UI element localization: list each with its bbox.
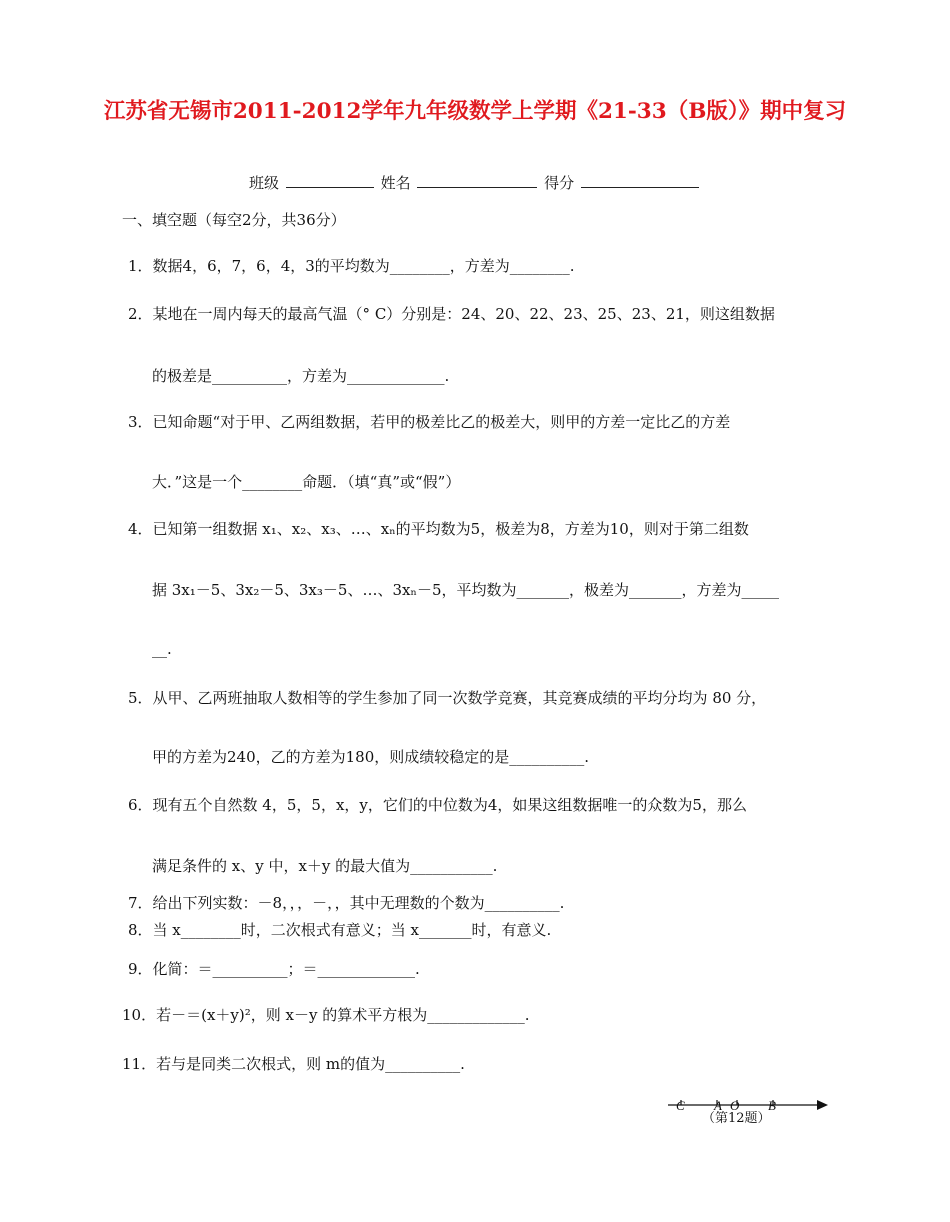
axis-arrow-icon — [817, 1100, 828, 1110]
point-label-a: A — [714, 1098, 722, 1113]
question-5-line-2: 甲的方差为240，乙的方差为180，则成绩较稳定的是__________. — [152, 748, 590, 766]
number-line-figure — [660, 1094, 840, 1144]
question-4-line-3: __. — [152, 640, 172, 658]
question-3-line-1: 3．已知命题“对于甲、乙两组数据，若甲的极差比乙的极差大，则甲的方差一定比乙的方差 — [128, 413, 731, 431]
point-label-b: B — [768, 1098, 776, 1113]
student-info-line — [0, 172, 950, 193]
question-6-line-1: 6．现有五个自然数 4，5，5，x，y，它们的中位数为4，如果这组数据唯一的众数为5，那么 — [128, 796, 747, 814]
question-2-line-1: 2．某地在一周内每天的最高气温（° C）分别是：24、20、22、23、25、23、21，则这组数据 — [128, 305, 775, 323]
question-2-line-2: 的极差是__________，方差为_____________. — [152, 367, 450, 385]
point-label-o: O — [730, 1098, 740, 1113]
page-title: 江苏省无锡市2011-2012学年九年级数学上学期《21-33（B版）》期中复习 — [103, 99, 847, 124]
point-label-c: C — [676, 1098, 685, 1113]
question-9: 9．化简：＝__________；＝_____________. — [128, 960, 420, 978]
question-4-line-2: 据 3x₁－5、3x₂－5、3x₃－5、…、3xₙ－5，平均数为_______，极差为_______，方差为_____ — [152, 581, 779, 599]
question-11: 11．若与是同类二次根式，则 m的值为__________. — [122, 1055, 465, 1073]
question-4-line-1: 4．已知第一组数据 x₁、x₂、x₃、…、xₙ的平均数为5，极差为8，方差为10，则对于第二组数 — [128, 520, 749, 538]
section-heading: 一、填空题（每空2分，共36分） — [122, 211, 346, 229]
question-10: 10．若－＝(x＋y)²，则 x－y 的算术平方根为_____________. — [122, 1006, 530, 1024]
name-label: 姓名 — [380, 174, 411, 192]
name-blank[interactable] — [417, 173, 537, 188]
figure-caption: （第12题） — [702, 1111, 771, 1126]
question-7: 7．给出下列实数：－8，，，－，，其中无理数的个数为__________. — [128, 894, 565, 912]
question-8: 8．当 x________时，二次根式有意义；当 x_______时，有意义. — [128, 921, 552, 939]
class-label: 班级 — [249, 174, 280, 192]
question-5-line-1: 5．从甲、乙两班抽取人数相等的学生参加了同一次数学竞赛，其竞赛成绩的平均分均为 80 分， — [128, 689, 767, 707]
score-blank[interactable] — [581, 173, 699, 188]
question-3-line-2: 大．”这是一个________命题．（填“真”或“假”） — [152, 473, 461, 491]
question-1: 1．数据4，6，7，6，4，3的平均数为________，方差为________. — [128, 257, 575, 275]
question-6-line-2: 满足条件的 x、y 中，x＋y 的最大值为___________. — [152, 857, 498, 875]
class-blank[interactable] — [286, 173, 374, 188]
score-label: 得分 — [544, 174, 575, 192]
